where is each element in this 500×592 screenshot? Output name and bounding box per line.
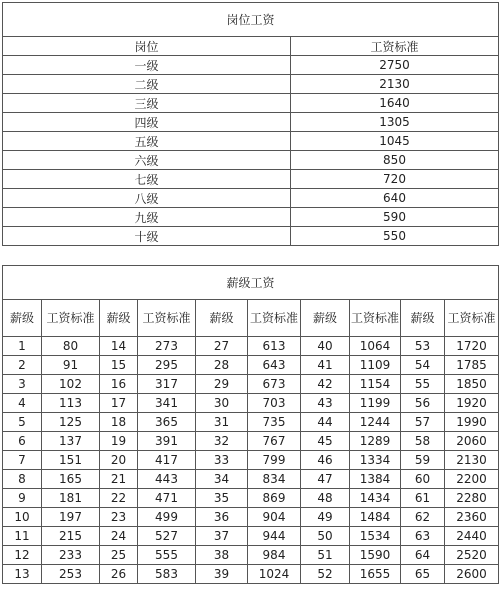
table-cell: 十级 (3, 227, 291, 246)
table-cell: 1785 (445, 356, 499, 375)
table-cell: 767 (248, 432, 301, 451)
table-cell: 2600 (445, 565, 499, 584)
post-salary-table (2, 2, 499, 246)
table-cell: 23 (100, 508, 138, 527)
table-cell: 2750 (291, 56, 499, 75)
table-cell: 125 (42, 413, 100, 432)
table-cell: 735 (248, 413, 301, 432)
table-cell: 55 (401, 375, 445, 394)
table-cell: 39 (196, 565, 248, 584)
table-cell: 44 (301, 413, 350, 432)
table-cell: 1850 (445, 375, 499, 394)
table-cell: 295 (138, 356, 196, 375)
table-cell: 643 (248, 356, 301, 375)
table-cell: 1534 (350, 527, 401, 546)
column-header: 工资标准 (350, 300, 401, 337)
table-header-row (3, 300, 499, 337)
table-cell: 703 (248, 394, 301, 413)
table-cell: 43 (301, 394, 350, 413)
table-row (3, 470, 499, 489)
table-cell: 4 (3, 394, 42, 413)
column-header: 薪级 (3, 300, 42, 337)
table-cell: 9 (3, 489, 42, 508)
table-row (3, 94, 499, 113)
table-cell: 17 (100, 394, 138, 413)
table-cell: 181 (42, 489, 100, 508)
table-cell: 113 (42, 394, 100, 413)
table-cell: 233 (42, 546, 100, 565)
table-cell: 317 (138, 375, 196, 394)
table-cell: 18 (100, 413, 138, 432)
table-cell: 527 (138, 527, 196, 546)
table-row (3, 432, 499, 451)
table-cell: 417 (138, 451, 196, 470)
table-row (3, 489, 499, 508)
table-cell: 1154 (350, 375, 401, 394)
column-header: 工资标准 (138, 300, 196, 337)
table-cell: 1384 (350, 470, 401, 489)
table-cell: 1590 (350, 546, 401, 565)
table-cell: 137 (42, 432, 100, 451)
column-header: 工资标准 (445, 300, 499, 337)
table-cell: 590 (291, 208, 499, 227)
table-cell: 30 (196, 394, 248, 413)
table-cell: 46 (301, 451, 350, 470)
table-cell: 19 (100, 432, 138, 451)
table-cell: 471 (138, 489, 196, 508)
table-row (3, 565, 499, 584)
grade-salary-title: 薪级工资 (3, 266, 499, 300)
table-cell: 799 (248, 451, 301, 470)
table-cell: 七级 (3, 170, 291, 189)
table-cell: 一级 (3, 56, 291, 75)
table-cell: 11 (3, 527, 42, 546)
table-cell: 六级 (3, 151, 291, 170)
table-cell: 65 (401, 565, 445, 584)
table-row (3, 189, 499, 208)
table-cell: 32 (196, 432, 248, 451)
table-cell: 550 (291, 227, 499, 246)
table-cell: 56 (401, 394, 445, 413)
table-row (3, 527, 499, 546)
table-cell: 1199 (350, 394, 401, 413)
table-cell: 八级 (3, 189, 291, 208)
table-row (3, 356, 499, 375)
table-cell: 640 (291, 189, 499, 208)
table-cell: 2520 (445, 546, 499, 565)
table-cell: 50 (301, 527, 350, 546)
table-cell: 1484 (350, 508, 401, 527)
table-cell: 21 (100, 470, 138, 489)
table-cell: 555 (138, 546, 196, 565)
table-row (3, 337, 499, 356)
table-row (3, 451, 499, 470)
table-row (3, 394, 499, 413)
table-cell: 7 (3, 451, 42, 470)
table-title-row (3, 266, 499, 300)
table-cell: 14 (100, 337, 138, 356)
column-header: 工资标准 (291, 37, 499, 56)
table-cell: 365 (138, 413, 196, 432)
table-cell: 33 (196, 451, 248, 470)
table-cell: 391 (138, 432, 196, 451)
table-row (3, 170, 499, 189)
table-cell: 34 (196, 470, 248, 489)
table-cell: 三级 (3, 94, 291, 113)
table-cell: 51 (301, 546, 350, 565)
table-cell: 1990 (445, 413, 499, 432)
table-cell: 443 (138, 470, 196, 489)
table-cell: 20 (100, 451, 138, 470)
table-cell: 41 (301, 356, 350, 375)
table-row (3, 113, 499, 132)
table-cell: 1244 (350, 413, 401, 432)
table-cell: 869 (248, 489, 301, 508)
table-cell: 25 (100, 546, 138, 565)
table-cell: 31 (196, 413, 248, 432)
table-row (3, 227, 499, 246)
table-cell: 2440 (445, 527, 499, 546)
column-header: 薪级 (401, 300, 445, 337)
table-cell: 2130 (291, 75, 499, 94)
table-cell: 28 (196, 356, 248, 375)
table-cell: 1064 (350, 337, 401, 356)
table-row (3, 56, 499, 75)
table-cell: 1 (3, 337, 42, 356)
table-cell: 253 (42, 565, 100, 584)
table-cell: 91 (42, 356, 100, 375)
table-cell: 16 (100, 375, 138, 394)
table-cell: 6 (3, 432, 42, 451)
table-cell: 1024 (248, 565, 301, 584)
table-cell: 13 (3, 565, 42, 584)
table-cell: 102 (42, 375, 100, 394)
table-cell: 341 (138, 394, 196, 413)
table-cell: 63 (401, 527, 445, 546)
table-cell: 197 (42, 508, 100, 527)
table-cell: 1289 (350, 432, 401, 451)
table-cell: 15 (100, 356, 138, 375)
table-cell: 2200 (445, 470, 499, 489)
column-header: 薪级 (100, 300, 138, 337)
table-cell: 五级 (3, 132, 291, 151)
table-cell: 60 (401, 470, 445, 489)
table-cell: 61 (401, 489, 445, 508)
table-cell: 2060 (445, 432, 499, 451)
column-header: 薪级 (196, 300, 248, 337)
table-cell: 47 (301, 470, 350, 489)
table-cell: 1655 (350, 565, 401, 584)
table-cell: 29 (196, 375, 248, 394)
table-header-row (3, 37, 499, 56)
table-cell: 2280 (445, 489, 499, 508)
table-cell: 1434 (350, 489, 401, 508)
table-row (3, 508, 499, 527)
table-cell: 1920 (445, 394, 499, 413)
table-cell: 904 (248, 508, 301, 527)
table-cell: 52 (301, 565, 350, 584)
column-header: 薪级 (301, 300, 350, 337)
table-cell: 24 (100, 527, 138, 546)
table-cell: 48 (301, 489, 350, 508)
table-cell: 64 (401, 546, 445, 565)
table-cell: 12 (3, 546, 42, 565)
table-cell: 273 (138, 337, 196, 356)
table-cell: 1045 (291, 132, 499, 151)
table-cell: 583 (138, 565, 196, 584)
table-cell: 49 (301, 508, 350, 527)
table-cell: 38 (196, 546, 248, 565)
table-cell: 四级 (3, 113, 291, 132)
table-cell: 35 (196, 489, 248, 508)
table-cell: 2360 (445, 508, 499, 527)
table-row (3, 75, 499, 94)
table-cell: 215 (42, 527, 100, 546)
table-cell: 10 (3, 508, 42, 527)
table-cell: 80 (42, 337, 100, 356)
table-cell: 5 (3, 413, 42, 432)
table-cell: 613 (248, 337, 301, 356)
table-cell: 984 (248, 546, 301, 565)
table-row (3, 375, 499, 394)
table-cell: 1305 (291, 113, 499, 132)
post-salary-title: 岗位工资 (3, 3, 499, 37)
table-cell: 45 (301, 432, 350, 451)
table-cell: 1720 (445, 337, 499, 356)
table-cell: 53 (401, 337, 445, 356)
table-row (3, 546, 499, 565)
column-header: 岗位 (3, 37, 291, 56)
table-cell: 8 (3, 470, 42, 489)
table-cell: 54 (401, 356, 445, 375)
column-header: 工资标准 (42, 300, 100, 337)
table-cell: 58 (401, 432, 445, 451)
table-cell: 36 (196, 508, 248, 527)
table-cell: 834 (248, 470, 301, 489)
column-header: 工资标准 (248, 300, 301, 337)
table-cell: 27 (196, 337, 248, 356)
table-cell: 22 (100, 489, 138, 508)
table-cell: 1334 (350, 451, 401, 470)
table-cell: 57 (401, 413, 445, 432)
table-cell: 1109 (350, 356, 401, 375)
table-row (3, 132, 499, 151)
table-cell: 九级 (3, 208, 291, 227)
table-cell: 499 (138, 508, 196, 527)
table-cell: 1640 (291, 94, 499, 113)
table-row (3, 208, 499, 227)
table-cell: 151 (42, 451, 100, 470)
table-cell: 3 (3, 375, 42, 394)
table-cell: 26 (100, 565, 138, 584)
table-cell: 165 (42, 470, 100, 489)
table-row (3, 413, 499, 432)
table-cell: 673 (248, 375, 301, 394)
table-cell: 42 (301, 375, 350, 394)
table-cell: 720 (291, 170, 499, 189)
table-cell: 40 (301, 337, 350, 356)
table-cell: 59 (401, 451, 445, 470)
table-title-row (3, 3, 499, 37)
table-cell: 944 (248, 527, 301, 546)
table-cell: 二级 (3, 75, 291, 94)
table-cell: 850 (291, 151, 499, 170)
table-cell: 62 (401, 508, 445, 527)
table-cell: 2 (3, 356, 42, 375)
grade-salary-table (2, 265, 499, 584)
table-cell: 37 (196, 527, 248, 546)
table-cell: 2130 (445, 451, 499, 470)
table-row (3, 151, 499, 170)
